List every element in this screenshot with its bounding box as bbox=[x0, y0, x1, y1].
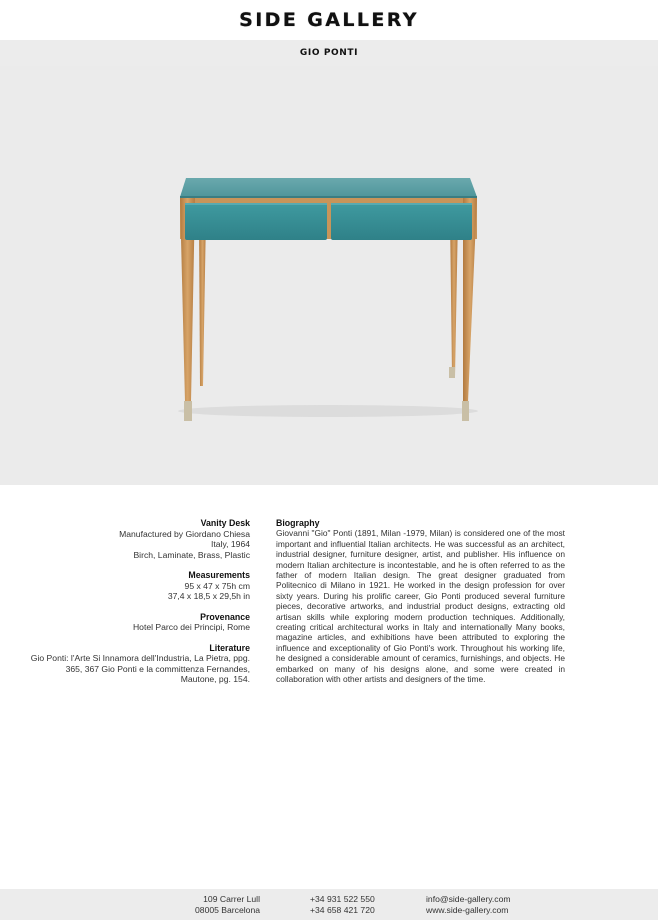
site-header bbox=[0, 0, 658, 40]
footer-address bbox=[190, 894, 260, 916]
biography-label: Biography bbox=[276, 518, 320, 528]
product-details bbox=[30, 518, 250, 695]
biography-block bbox=[276, 518, 565, 685]
footer-phone2[interactable]: +34 658 421 720 bbox=[310, 905, 375, 915]
product-manufacturer: Manufactured by Giordano Chiesa bbox=[119, 528, 250, 539]
product-origin: Italy, 1964 bbox=[210, 539, 250, 549]
right-drawer-highlight bbox=[331, 203, 472, 205]
literature-value: Gio Ponti: l'Arte Si Innamora dell'Industria, La Pietra, ppg. 365, 367 Gio Ponti e la committenza Fernandes, Mautone, pg. 154. bbox=[30, 653, 250, 684]
measurements-label: Measurements bbox=[188, 570, 250, 580]
designer-bar bbox=[0, 40, 658, 66]
back-left-leg bbox=[199, 216, 206, 386]
footer-contact bbox=[426, 894, 511, 916]
product-title: Vanity Desk bbox=[200, 518, 250, 528]
measurements-block bbox=[30, 570, 250, 602]
desk-top-edge bbox=[180, 196, 477, 198]
provenance-block bbox=[30, 612, 250, 633]
footer-website[interactable]: www.side-gallery.com bbox=[426, 905, 509, 915]
floor-shadow bbox=[178, 405, 478, 417]
biography-text: Giovanni "Gio" Ponti (1891, Milan -1979, Milan) is considered one of the most important and influential Italian architects. He was successful as an architect, industrial designer, furniture designer, artist, and publisher. His influence on modern Italian architecture is incontestable, and he is often referred to as the father of modern Italian design. The great designer graduated from Politecnico di Milano in 1921. He worked in the design profession for over sixty years. During his prolific career, Gio Ponti produced several furniture pieces, decorative artworks, and industrial product designs, extracting old artisan skills while exploring modern production techniques. Additionally, creating critical architectural works in Italy and internationally Many books, magazine articles, and exhibitions have been attributed to exploring the influence and exceptionality of Gio Ponti's work. Throughout his working life, he designed a considerable amount of ceramics, furnishings, and objects. He embarked on many of his designs alone, and some were created in collaboration with other artists and designers of the time. bbox=[276, 528, 565, 685]
front-right-ferrule bbox=[462, 401, 469, 421]
vanity-desk-illustration bbox=[0, 66, 658, 485]
literature-block bbox=[30, 643, 250, 685]
measurements-cm: 95 x 47 x 75h cm bbox=[184, 580, 250, 591]
measurements-in: 37,4 x 18,5 x 29,5h in bbox=[167, 591, 250, 601]
literature-label: Literature bbox=[209, 642, 250, 653]
footer-phones bbox=[310, 894, 375, 916]
desk-top bbox=[180, 178, 477, 197]
left-drawer-highlight bbox=[185, 203, 327, 205]
provenance-value: Hotel Parco dei Principi, Rome bbox=[132, 622, 250, 632]
back-right-ferrule bbox=[449, 367, 455, 378]
footer-address-line2: 08005 Barcelona bbox=[195, 905, 260, 915]
footer-email[interactable]: info@side-gallery.com bbox=[426, 894, 511, 904]
right-drawer bbox=[331, 203, 472, 240]
product-photo bbox=[0, 66, 658, 485]
site-footer bbox=[0, 889, 658, 920]
product-materials: Birch, Laminate, Brass, Plastic bbox=[133, 549, 250, 560]
left-drawer bbox=[185, 203, 327, 240]
designer-name: GIO PONTI bbox=[299, 48, 359, 58]
footer-address-line1: 109 Carrer Lull bbox=[203, 894, 260, 904]
provenance-label: Provenance bbox=[200, 611, 250, 622]
footer-phone1[interactable]: +34 931 522 550 bbox=[310, 894, 375, 904]
front-left-ferrule bbox=[184, 401, 192, 421]
product-info bbox=[30, 518, 250, 560]
gallery-logo[interactable]: SIDE GALLERY bbox=[239, 9, 419, 31]
